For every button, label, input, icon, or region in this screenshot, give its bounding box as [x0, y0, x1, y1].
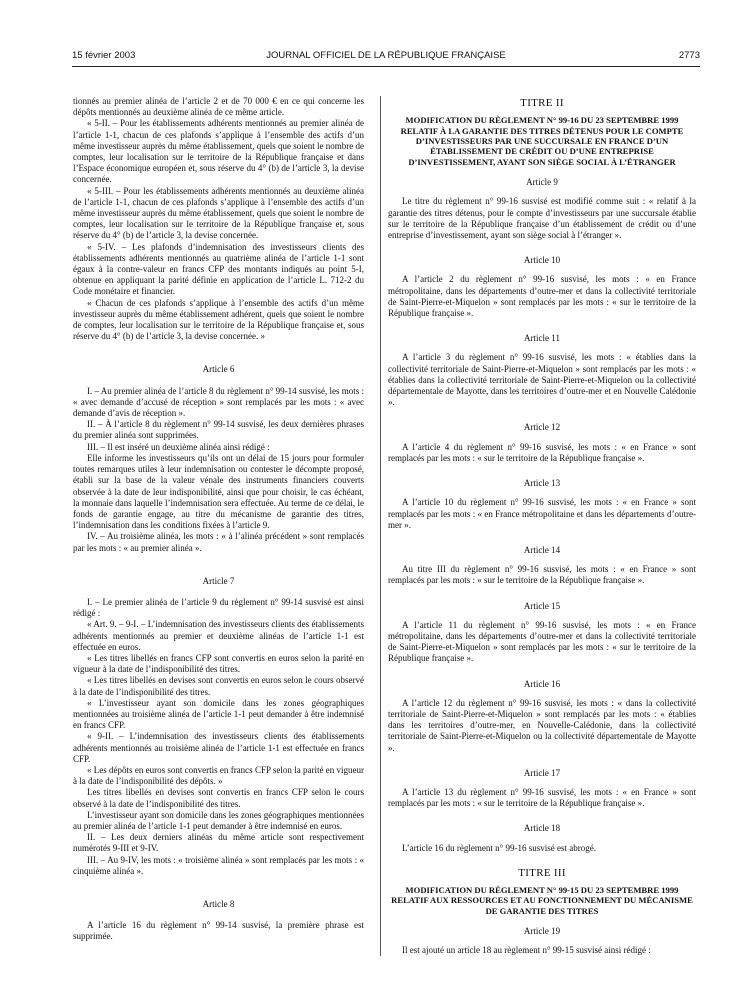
- paragraph: « 5-II. – Pour les établissements adhérents mentionnés au premier alinéa de l’article 1-1, chacun de ces plafonds s’applique à l’ensemble des actifs d’un même investisseur auprès du même établissement, quels que soient le nombre de comptes, leur localisation sur le territoire de la République française et dans l’Espace économique européen et, sous réserve du 4° (b) de l’article 3, la devise concernée.: [73, 118, 364, 185]
- article-heading: Article 18: [523, 823, 561, 834]
- article-heading: Article 12: [523, 422, 561, 433]
- paragraph: A l’article 16 du règlement n° 99-14 susvisé, la première phrase est supprimée.: [73, 920, 364, 942]
- paragraph: A l’article 12 du règlement n° 99-16 susvisé, les mots : « dans la collectivité territoriale de Saint-Pierre-et-Miquelon » sont remplacés par les mots : « établies dans les territoires d’outre-mer, en Nouvelle-Calédonie, dans la collectivité territoriale de Saint-Pierre-et-Miquelon ou la collectivité départementale de Mayotte ».: [388, 697, 696, 753]
- paragraph: Il est ajouté un article 18 au règlement n° 99-15 susvisé ainsi rédigé :: [402, 945, 651, 956]
- article-heading: Article 13: [523, 478, 561, 489]
- paragraph: II. – À l’article 8 du règlement n° 99-14 susvisé, les deux dernières phrases du premier alinéa sont supprimées.: [73, 419, 364, 441]
- header-date: 15 février 2003: [72, 50, 136, 61]
- paragraph: Les titres libellés en devises sont convertis en francs CFP selon le cours observé à la date de l’indisponibilité des titres.: [73, 787, 364, 809]
- title-heading: TITRE III: [518, 866, 566, 879]
- article-heading: Article 10: [523, 255, 561, 266]
- title-description: MODIFICATION DU RÈGLEMENT N° 99-15 DU 23 SEPTEMBRE 1999 RELATIF AUX RESSOURCES ET AU FONCTIONNEMENT DU MÉCANISME DE GARANTIE DES TITRES: [391, 884, 693, 916]
- right-column: [388, 96, 696, 957]
- paragraph: Au titre III du règlement n° 99-16 susvisé, les mots : « en France » sont remplacés par les mots : « sur le territoire de la République française ».: [388, 564, 696, 586]
- paragraph: I. – Le premier alinéa de l’article 9 du règlement n° 99-14 susvisé est ainsi rédigé :: [73, 596, 364, 619]
- article-heading: Article 6: [202, 364, 235, 375]
- page-header: [72, 50, 700, 64]
- paragraph: « 5-III. – Pour les établissements adhérents mentionnés au deuxième alinéa de l’article 1-1, chacun de ces plafonds s’applique à l’ensemble des actifs d’un même investisseur auprès du même établissement, quels que soient le nombre de comptes, leur localisation sur le territoire de la République française et, sous réserve du 4° (b) de l’article 3, la devise concernée.: [73, 185, 364, 241]
- paragraph: III. – Au 9-IV, les mots : « troisième alinéa » sont remplacés par les mots : « cinquième alinéa ».: [73, 854, 364, 876]
- article-heading: Article 7: [202, 575, 235, 586]
- article-heading: Article 19: [523, 926, 561, 937]
- paragraph: A l’article 13 du règlement n° 99-16 susvisé, les mots : « en France » sont remplacés par les mots : « sur le territoire de la République française ».: [388, 786, 696, 809]
- article-heading: Article 17: [523, 767, 561, 778]
- article-heading: Article 15: [523, 600, 561, 611]
- article-heading: Article 11: [524, 333, 560, 344]
- title-description: MODIFICATION DU RÈGLEMENT N° 99-16 DU 23 SEPTEMBRE 1999 RELATIF À LA GARANTIE DES TITRES DÉTENUS POUR LE COMPTE D’INVESTISSEURS PAR UNE SUCCURSALE EN FRANCE D’UN ÉTABLISSEMENT DE CRÉDIT OU D’UNE ENTREPRISE D’INVESTISSEMENT, AYANT SON SIÈGE SOCIAL À L’ÉTRANGER: [400, 115, 684, 167]
- paragraph: « Les dépôts en euros sont convertis en francs CFP selon la parité en vigueur à la date de l’indisponibilité des dépôts. »: [73, 764, 364, 787]
- paragraph: A l’article 2 du règlement n° 99-16 susvisé, les mots : « en France métropolitaine, dans les départements d’outre-mer et dans la collectivité territoriale de Saint-Pierre-et-Miquelon » sont remplacés par les mots : « sur le territoire de la République française ».: [388, 274, 696, 319]
- column-divider: [380, 96, 381, 956]
- left-column: [73, 96, 364, 943]
- header-title: JOURNAL OFFICIEL DE LA RÉPUBLIQUE FRANÇAISE: [266, 50, 506, 61]
- article-heading: Article 14: [523, 544, 561, 555]
- paragraph: « L’investisseur ayant son domicile dans les zones géographiques mentionnées au troisième alinéa de l’article 1-1 peut demander à être indemnisé en francs CFP.: [73, 697, 364, 731]
- article-heading: Article 9: [526, 177, 558, 188]
- paragraph: « 5-IV. – Les plafonds d’indemnisation des investisseurs clients des établissements adhérents mentionnés au quatrième alinéa de l’article 1-1 sont égaux à la contre-valeur en francs CFP des montants indiqués au point 5-I, obtenue en appliquant la parité définie en application de l’article L. 712-2 du Code monétaire et financier.: [73, 241, 364, 297]
- paragraph: A l’article 3 du règlement n° 99-16 susvisé, les mots : « établies dans la collectivité territoriale de Saint-Pierre-et-Miquelon » sont remplacés par les mots : « établies dans la collectivité territoriale de Saint-Pierre-et-Miquelon ou la collectivité départementale de Mayotte, dans les territoires d’outre-mer et en Nouvelle Calédonie ».: [388, 352, 696, 408]
- paragraph: L’article 16 du règlement n° 99-16 susvisé est abrogé.: [402, 842, 596, 853]
- paragraph: III. – Il est inséré un deuxième alinéa ainsi rédigé :: [87, 441, 270, 452]
- title-heading: TITRE II: [520, 97, 564, 109]
- paragraph: « 9-II. – L’indemnisation des investisseurs clients des établissements adhérents mentionnés au troisième alinéa de l’article 1-1 est effectuée en francs CFP.: [73, 731, 364, 764]
- article-heading: Article 16: [523, 678, 561, 689]
- paragraph: « Art. 9. – 9-I. – L’indemnisation des investisseurs clients des établissements adhérents mentionnés au premier et deuxième alinéas de l’article 1-1 est effectuée en euros.: [73, 619, 364, 652]
- header-page-number: 2773: [678, 50, 700, 61]
- paragraph: tionnés au premier alinéa de l’article 2 et de 70 000 € en ce qui concerne les dépôts mentionnés au deuxième alinéa de ce même article.: [73, 96, 364, 118]
- paragraph: L’investisseur ayant son domicile dans les zones géographiques mentionnées au premier alinéa de l’article 1-1 peut demander à être indemnisé en euros.: [73, 809, 364, 831]
- paragraph: « Les titres libellés en devises sont convertis en euros selon le cours observé à la date de l’indisponibilité des titres.: [73, 675, 364, 697]
- paragraph: A l’article 4 du règlement n° 99-16 susvisé, les mots : « en France » sont remplacés par les mots : « sur le territoire de la République française ».: [388, 441, 696, 463]
- paragraph: IV. – Au troisième alinéa, les mots : « à l’alinéa précédent » sont remplacés par les mots : « au premier alinéa ».: [73, 531, 364, 553]
- paragraph: A l’article 11 du règlement n° 99-16 susvisé, les mots : « en France métropolitaine, dans les départements d’outre-mer et dans la collectivité territoriale de Saint-Pierre-et-Miquelon » sont remplacés par les mots : « sur le territoire de la République française ».: [388, 619, 696, 664]
- header-rule: [72, 66, 700, 67]
- paragraph: Le titre du règlement n° 99-16 susvisé est modifié comme suit : « relatif à la garantie des titres détenus, pour le compte d’investisseurs par une succursale établie sur le territoire de la République française d’un établissement de crédit ou d’une entreprise d’investissement, ayant son siège social à l’étranger ».: [388, 196, 696, 241]
- paragraph: « Chacun de ces plafonds s’applique à l’ensemble des actifs d’un même investisseur auprès du même établissement adhérent, quels que soient le nombre de comptes, leur localisation sur le territoire de la République française et, sous réserve du 4° (b) de l’article 3, la devise concernée. »: [73, 297, 364, 342]
- article-heading: Article 8: [202, 899, 235, 909]
- paragraph: Elle informe les investisseurs qu’ils ont un délai de 15 jours pour formuler toutes remarques utiles à leur indemnisation ou contester le décompte proposé, établi sur la base de la valeur vénale des instruments financiers couverts observée à la date de leur indisponibilité, ainsi que pour choisir, le cas échéant, la monnaie dans laquelle l’indemnisation sera effectuée. Au terme de ce délai, le fonds de garantie engage, au titre du mécanisme de garantie des titres, l’indemnisation dans les conditions fixées à l’article 9.: [73, 452, 364, 531]
- paragraph: « Les titres libellés en francs CFP sont convertis en euros selon la parité en vigueur à la date de l’indisponibilité des titres.: [73, 652, 364, 675]
- paragraph: I. – Au premier alinéa de l’article 8 du règlement n° 99-14 susvisé, les mots : « avec demande d’accusé de réception » sont remplacés par les mots : « avec demande d’avis de réception ».: [73, 385, 364, 419]
- paragraph: II. – Les deux derniers alinéas du même article sont respectivement numérotés 9-III et 9-IV.: [73, 832, 364, 854]
- paragraph: A l’article 10 du règlement n° 99-16 susvisé, les mots : « en France » sont remplacés par les mots : « en France métropolitaine et dans les départements d’outre-mer ».: [388, 497, 696, 530]
